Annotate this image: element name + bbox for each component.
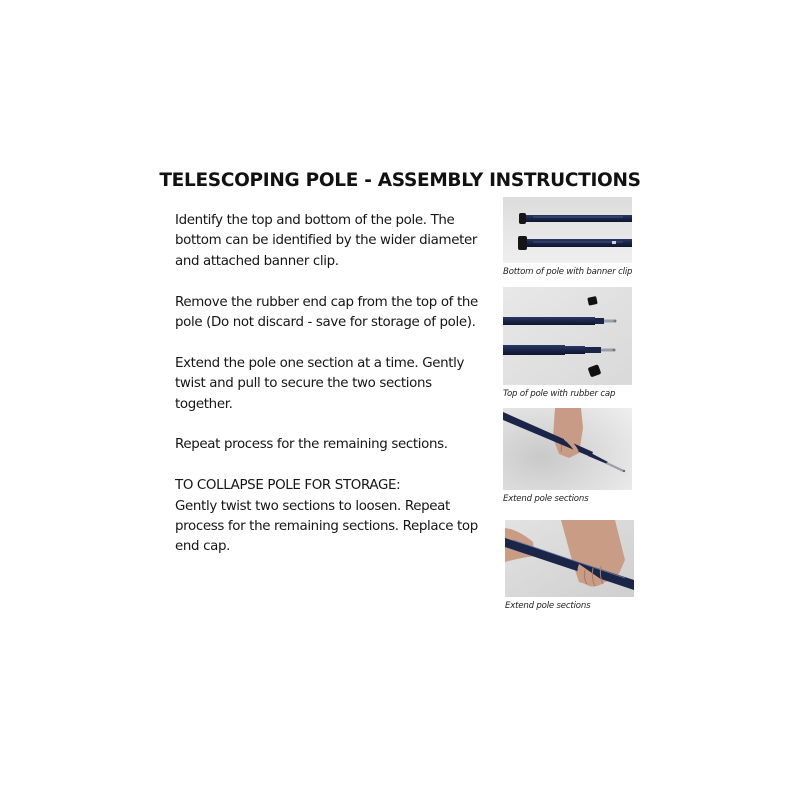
top-of-pole-photo (503, 287, 632, 385)
instruction-paragraph-remove-cap (175, 293, 495, 334)
instruction-paragraph-identify (175, 211, 495, 272)
text-line: TO COLLAPSE POLE FOR STORAGE: (175, 478, 401, 494)
page-title: TELESCOPING POLE - ASSEMBLY INSTRUCTIONS (159, 170, 641, 191)
figure-bottom-of-pole (503, 197, 632, 277)
text-line: Extend the pole one section at a time. Gently (175, 355, 465, 371)
text-line: process for the remaining sections. Replace top (175, 519, 478, 535)
text-line: twist and pull to secure the two sections (175, 376, 432, 392)
text-line: Remove the rubber end cap from the top of the (175, 294, 478, 310)
text-line: pole (Do not discard - save for storage of pole). (175, 315, 476, 331)
text-line: together. (175, 396, 233, 412)
text-line: Repeat process for the remaining sections. (175, 437, 448, 453)
figure-caption: Bottom of pole with banner clip (503, 267, 633, 277)
figure-caption: Extend pole sections (505, 601, 591, 611)
text-line: Identify the top and bottom of the pole. The (175, 213, 455, 228)
figure-caption: Top of pole with rubber cap (503, 389, 616, 399)
figure-caption: Extend pole sections (503, 494, 589, 504)
text-line: and attached banner clip. (175, 253, 339, 269)
bottom-of-pole-photo (503, 197, 632, 263)
instructions-column (175, 211, 495, 578)
instruction-paragraph-extend (175, 354, 495, 415)
text-line: Gently twist two sections to loosen. Repeat (175, 498, 450, 514)
instruction-paragraph-collapse (175, 476, 495, 558)
extend-pole-photo-2 (505, 520, 634, 597)
text-line: end cap. (175, 539, 231, 555)
instruction-paragraph-repeat (175, 435, 495, 455)
text-line: bottom can be identified by the wider diameter (175, 233, 478, 249)
figure-extend-pole-2 (505, 520, 634, 611)
figure-top-of-pole (503, 287, 632, 399)
extend-pole-photo-1 (503, 408, 632, 490)
figure-extend-pole-1 (503, 408, 632, 504)
